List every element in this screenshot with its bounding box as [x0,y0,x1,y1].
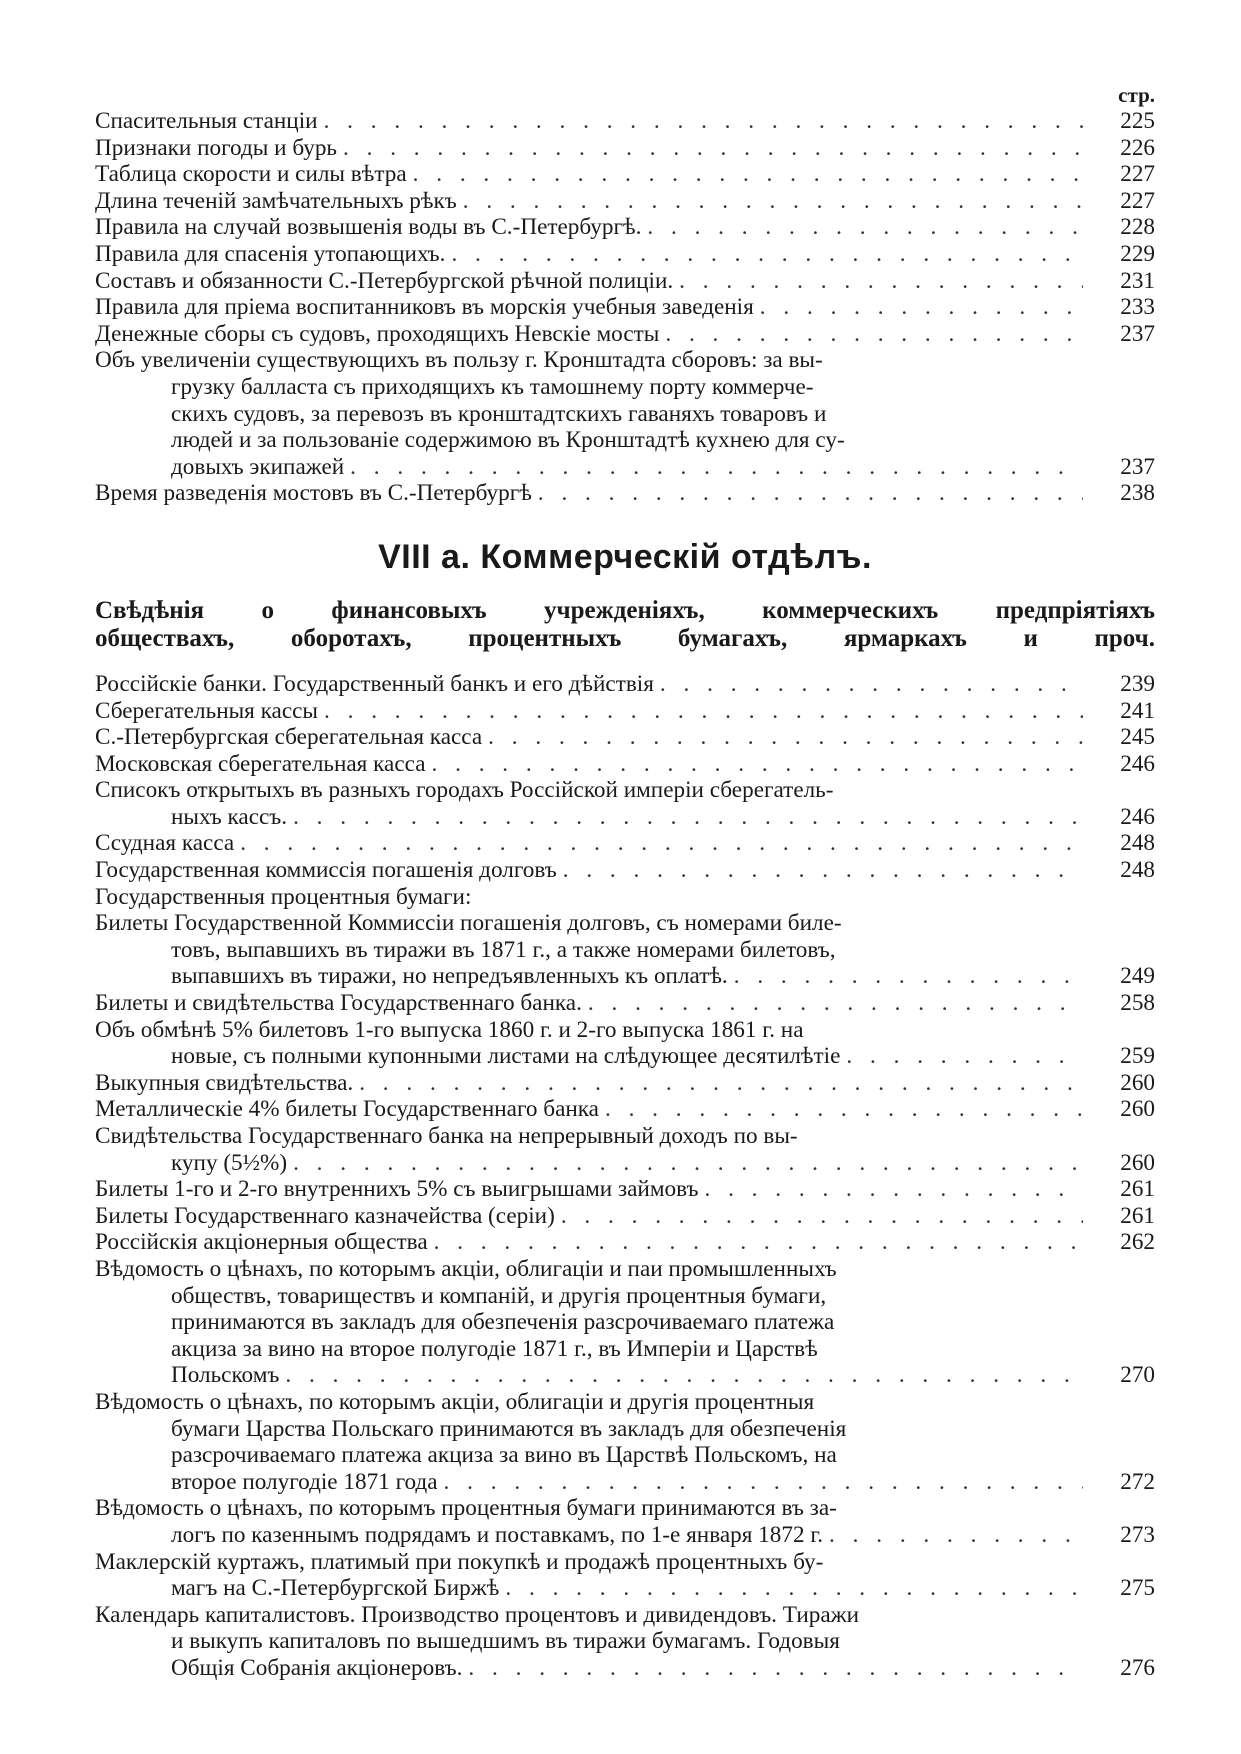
toc-entry-line: логъ по казеннымъ подрядамъ и поставкамъ, по 1-е января 1872 г. [171,1521,824,1548]
leader-dots [599,1096,1083,1123]
toc-entry [95,135,1155,162]
toc-entry-page: 275 [1120,1575,1155,1602]
toc-entry-line: Маклерскій куртажъ, платимый при покупкѣ и продажѣ процентныхъ бу- [95,1548,824,1575]
leader-dots [728,963,1083,990]
toc-entry-line: Составъ и обязанности С.-Петербургской рѣчной полиціи. [95,267,674,294]
toc-entry-line: купу (5½%) [171,1149,288,1176]
toc-entry [95,1602,1155,1682]
toc-entry-page: 259 [1120,1043,1155,1070]
leader-dots [287,1150,1083,1177]
toc-entry-line: новые, съ полными купонными листами на слѣдующее десятилѣтіе [171,1043,841,1070]
toc-entry-line: Россійскіе банки. Государственный банкъ и его дѣйствія [95,670,654,697]
toc-entry-page: 237 [1120,453,1155,480]
toc-entry-line: Билеты Государственнаго казначейства (серіи) [95,1202,555,1229]
leader-dots [287,804,1083,831]
toc-entry-line: Государственная коммиссія погашенія долговъ [95,857,557,884]
toc-entry-line: Металлическіе 4% билеты Государственнаго банка [95,1096,599,1123]
toc-entry-line: людей и за пользованіе содержимою въ Кронштадтѣ кухнею для су- [171,427,845,454]
toc-entry-line: Свидѣтельства Государственнаго банка на непрерывный доходъ по вы- [95,1123,798,1149]
toc-entry-line: Признаки погоды и бурь [95,134,337,161]
toc-entry-line: Вѣдомость о цѣнахъ, по которымъ акціи, облигаціи и другія процентныя [95,1388,815,1415]
toc-entry-page: 261 [1120,1176,1155,1203]
leader-dots [659,321,1083,348]
leader-dots [445,241,1083,268]
toc-entry-page: 237 [1120,320,1155,347]
toc-entry-line: ныхъ кассъ. [171,803,288,830]
leader-dots [482,724,1083,751]
toc-entry [95,1389,1155,1495]
toc-entry-page: 239 [1120,670,1155,697]
toc-entry-line: обществъ, товариществъ и компаній, и другія процентныя бумаги, [171,1282,827,1309]
toc-entry [95,910,1155,990]
toc-entry-page: 248 [1120,857,1155,884]
toc-entry-page: 245 [1120,724,1155,751]
toc-entry-line: Вѣдомость о цѣнахъ, по которымъ процентныя бумаги принимаются въ за- [95,1495,837,1522]
leader-dots [438,1469,1083,1496]
leader-dots [673,268,1083,295]
toc-entry-line: Общія Собранія акціонеровъ. [171,1654,463,1681]
toc-entry [95,1549,1155,1602]
leader-dots [698,1176,1083,1203]
leader-dots [426,751,1084,778]
toc-entry [95,108,1155,135]
leader-dots [407,161,1083,188]
toc-entry-page: 249 [1120,963,1155,990]
leader-dots [840,1043,1083,1070]
leader-dots [823,1522,1083,1549]
toc-entry-line: Объ увеличеніи существующихъ въ пользу г. Кронштадта сборовъ: за вы- [95,347,823,374]
toc-entry-page: 260 [1120,1096,1155,1123]
toc-entry-line: Списокъ открытыхъ въ разныхъ городахъ Россійской имперіи сберегатель- [95,777,834,804]
toc-entry [95,347,1155,480]
toc-entry-page: 228 [1120,214,1155,241]
toc-entry-line: второе полугодіе 1871 года [171,1468,438,1495]
toc-entry-line: Польскомъ [171,1362,280,1389]
toc-entry-line: Россійскія акціонерныя общества [95,1229,428,1256]
section-subtitle-line-1: Свѣдѣнія о финансовыхъ учрежденіяхъ, коммерческихъ предпріятіяхъ [95,596,1155,624]
leader-dots [555,1203,1083,1230]
toc-entry-line: грузку балласта съ приходящихъ къ тамошнему порту коммерче- [171,373,814,400]
toc-entry [95,480,1155,507]
toc-entry [95,990,1155,1017]
toc-entry [95,161,1155,188]
toc-entry-line: Длина теченій замѣчательныхъ рѣкъ [95,187,457,214]
toc-entry-page: 246 [1120,750,1155,777]
toc-entry-line: Правила для пріема воспитанниковъ въ морскія учебныя заведенія [95,294,754,321]
toc-entry-line: Объ обмѣнѣ 5% билетовъ 1-го выпуска 1860 г. и 2-го выпуска 1861 г. на [95,1016,804,1043]
toc-entry-page: 238 [1120,480,1155,507]
leader-dots [641,214,1083,241]
toc-entry-page: 248 [1120,830,1155,857]
toc-entry-line: Билеты и свидѣтельства Государственнаго банка. [95,990,582,1017]
leader-dots [279,1362,1083,1389]
toc-entry [95,1070,1155,1097]
toc-entry [95,1123,1155,1176]
toc-entry-line: Государственныя процентныя бумаги: [95,883,472,910]
toc-entry [95,1096,1155,1123]
toc-entry-page: 276 [1120,1654,1155,1681]
toc-entry-line: Сберегательныя кассы [95,697,319,724]
toc-entry-line: разсрочиваемаго платежа акциза за вино въ Царствѣ Польскомъ, на [171,1442,837,1469]
section-subtitle [95,597,1155,653]
toc-entry-line: магъ на С.-Петербургской Биржѣ [171,1575,500,1602]
leader-dots [462,1655,1083,1682]
leader-dots [337,135,1083,162]
leader-dots [234,830,1083,857]
toc-entry-line: акциза за вино на второе полугодіе 1871 г., въ Имперіи и Царствѣ [171,1335,818,1362]
toc-entry [95,241,1155,268]
leader-dots [318,108,1083,135]
section-title: VIII а. Коммерческій отдѣлъ. [378,537,872,576]
toc-entry-line: Ссудная касса [95,830,235,857]
toc-entry-line: товъ, выпавшихъ въ тиражи въ 1871 г., а также номерами билетовъ, [171,936,836,963]
toc-entry [95,1495,1155,1548]
toc-entry [95,321,1155,348]
toc-entry-page: 260 [1120,1149,1155,1176]
leader-dots [499,1575,1083,1602]
toc-entry-line: Билеты Государственной Коммиссіи погашенія долговъ, съ номерами биле- [95,910,842,937]
toc-entry [95,188,1155,215]
leader-dots [428,1229,1083,1256]
toc-entry [95,214,1155,241]
toc-entry-line: скихъ судовъ, за перевозъ въ кронштадтскихъ гаваняхъ товаровъ и [171,400,827,427]
leader-dots [582,990,1083,1017]
leader-dots [754,294,1083,321]
toc-page [95,82,1155,1681]
toc-entry [95,698,1155,725]
toc-entry-line: Московская сберегательная касса [95,750,426,777]
toc-entry-line: Спасительныя станціи [95,108,318,134]
toc-entry-line: С.-Петербургская сберегательная касса [95,724,483,751]
toc-entry-line: Правила на случай возвышенія воды въ С.-Петербургѣ. [95,214,642,241]
toc-entry [95,884,1155,911]
toc-entry-page: 273 [1120,1521,1155,1548]
toc-entry-line: Время разведенія мостовъ въ С.-Петербургѣ [95,480,532,507]
toc-entry-line: бумаги Царства Польскаго принимаются въ закладъ для обезпеченія [171,1415,847,1442]
toc-entry [95,294,1155,321]
toc-entry-line: принимаются въ закладъ для обезпеченія разсрочиваемаго платежа [171,1309,835,1336]
toc-entry-page: 233 [1120,294,1155,321]
toc-entry-page: 229 [1120,240,1155,267]
toc-entry-page: 270 [1120,1362,1155,1389]
leader-dots [344,454,1083,481]
toc-entry [95,1256,1155,1389]
toc-entry-line: Билеты 1-го и 2-го внутреннихъ 5% съ выигрышами займовъ [95,1176,699,1203]
page-column-header: стр. [1118,83,1155,107]
toc-entry [95,830,1155,857]
toc-entry [95,1017,1155,1070]
toc-entry-page: 225 [1120,108,1155,134]
toc-entry-page: 231 [1120,267,1155,294]
toc-entry-line: Правила для спасенія утопающихъ. [95,240,446,267]
leader-dots [318,698,1083,725]
toc-entry-line: Выкупныя свидѣтельства. [95,1069,354,1096]
toc-entry [95,671,1155,698]
toc-entry [95,1229,1155,1256]
toc-entry-page: 272 [1120,1468,1155,1495]
toc-group-2 [95,671,1155,1682]
toc-entry-line: Календарь капиталистовъ. Производство процентовъ и дивидендовъ. Тиражи [95,1601,860,1628]
leader-dots [532,480,1083,507]
leader-dots [654,671,1083,698]
toc-entry-page: 246 [1120,803,1155,830]
leader-dots [457,188,1083,215]
toc-entry-page: 226 [1120,134,1155,161]
toc-entry [95,268,1155,295]
toc-entry-page: 258 [1120,990,1155,1017]
leader-dots [353,1070,1083,1097]
toc-entry-page: 241 [1120,697,1155,724]
toc-entry [95,777,1155,830]
toc-entry-line: Денежные сборы съ судовъ, проходящихъ Невскіе мосты [95,320,660,347]
toc-entry-page: 260 [1120,1069,1155,1096]
toc-entry-page: 261 [1120,1202,1155,1229]
toc-entry-line: довыхъ экипажей [171,453,345,480]
toc-entry-line: выпавшихъ въ тиражи, но непредъявленныхъ къ оплатѣ. [171,963,728,990]
toc-entry [95,1176,1155,1203]
toc-entry-page: 227 [1120,161,1155,188]
toc-entry-line: и выкупъ капиталовъ по вышедшимъ въ тиражи бумагамъ. Годовыя [171,1628,840,1655]
toc-entry-line: Вѣдомость о цѣнахъ, по которымъ акціи, облигаціи и паи промышленныхъ [95,1255,837,1282]
toc-entry [95,751,1155,778]
toc-entry-page: 227 [1120,187,1155,214]
toc-entry [95,857,1155,884]
toc-entry [95,724,1155,751]
leader-dots [557,857,1083,884]
toc-group-1 [95,108,1155,507]
toc-entry-line: Таблица скорости и силы вѣтра [95,161,407,188]
toc-entry [95,1203,1155,1230]
section-subtitle-line-2: обществахъ, оборотахъ, процентныхъ бумагахъ, ярмаркахъ и проч. [95,624,1155,652]
toc-entry-page: 262 [1120,1229,1155,1256]
